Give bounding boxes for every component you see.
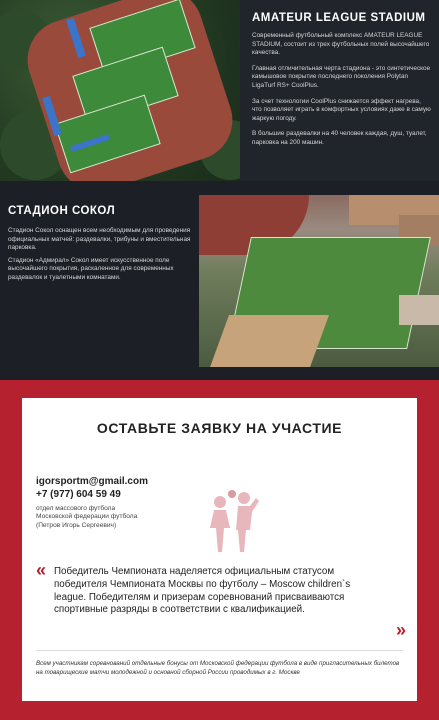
amateur-title: AMATEUR LEAGUE STADIUM: [252, 12, 426, 24]
sokol-paragraph-1: Стадион Сокол оснащен всем необходимым для проведения официальных матчей: раздевалки, трибуны и вместительная парковка.: [8, 227, 191, 252]
sokol-title: СТАДИОН СОКОЛ: [8, 205, 116, 217]
quote-close-icon: »: [395, 620, 406, 640]
role-line-2: Московской федерации футбола: [36, 513, 138, 521]
kids-football-icon: [202, 490, 262, 554]
amateur-paragraph-4: В большие раздевалки на 40 человек каждая, душ, туалет, парковка на 200 машин.: [252, 130, 427, 146]
contact-email-link[interactable]: igorsportm@gmail.com: [36, 476, 148, 487]
sokol-text-block: [8, 205, 192, 287]
contact-phone-link[interactable]: +7 (977) 604 59 49: [36, 489, 121, 500]
role-line-3: (Петров Игорь Сергеевич): [36, 521, 117, 529]
quote-open-icon: «: [36, 560, 47, 580]
amateur-text-block: [252, 12, 432, 155]
sokol-stadium-photo: [199, 195, 439, 367]
divider: [36, 650, 403, 651]
amateur-paragraph-1: Современный футбольный комплекс AMATEUR LEAGUE STADIUM, состоит из трех футбольных полей высочайшего качества.: [252, 32, 430, 57]
sokol-paragraph-2: Стадион «Адмирал» Сокол имеет искусственное поле высочайшего покрытия, раскаленное для современных раздевалок и туалетными комнатами.: [8, 256, 174, 281]
role-line-1: отдел массового футбола: [36, 505, 116, 512]
bonus-note: Всем участникам соревнований отдельные бонусы от Московской федерации футбола в виде пригласительных билетов на товарищеские матчи молодежной и основной сборной России проводимых в г. Москве: [36, 660, 400, 676]
contact-block: [36, 476, 216, 530]
application-card: [22, 398, 417, 701]
application-title: ОСТАВЬТЕ ЗАЯВКУ НА УЧАСТИЕ: [96, 420, 343, 436]
contact-role: [36, 505, 216, 530]
sokol-section: [0, 181, 439, 380]
amateur-league-section: [0, 0, 439, 181]
amateur-paragraph-2: Главная отличительная черта стадиона - это синтетическое камышовое покрытие последнего поколения Polytan LigaTurf RS+ CoolPlus.: [252, 64, 431, 89]
application-section: [0, 380, 439, 720]
amateur-paragraph-3: За счет технологии CoolPlus снижается эффект нагрева, что позволяет играть в комфортных условиях даже в самую жаркую погоду.: [252, 97, 431, 122]
stadium-aerial-photo: [0, 0, 240, 181]
quote-text: Победитель Чемпионата наделяется официальным статусом победителя Чемпионата Москвы по футболу – Moscow children`s league. Победителям и призерам соревнований присваиваются спортивные разряды в соответствии с квалификацией.: [54, 566, 351, 616]
